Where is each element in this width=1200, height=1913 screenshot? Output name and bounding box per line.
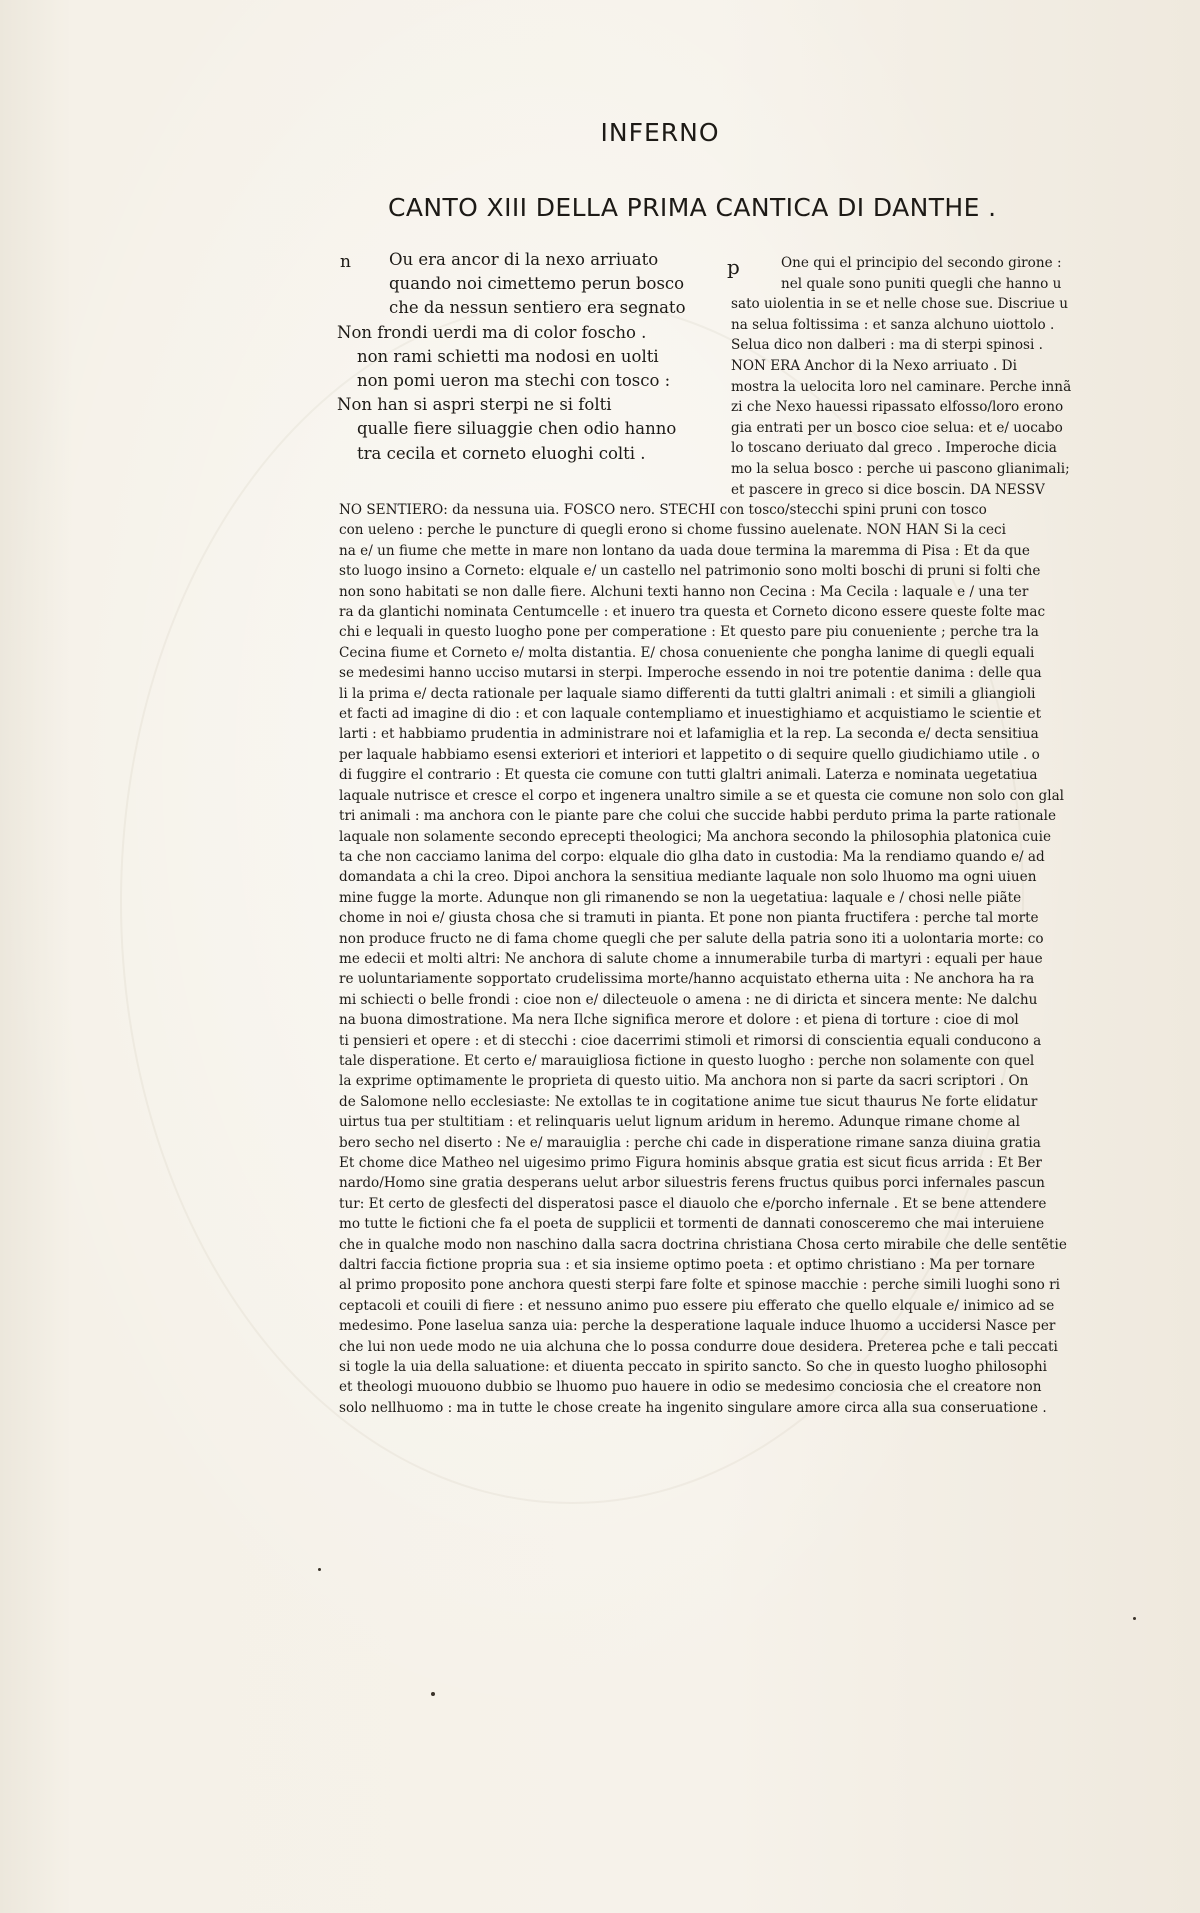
body-line: daltri faccia fictione propria sua : et sia insieme optimo poeta : et optimo christiano : Ma per tornare: [339, 1257, 1035, 1274]
body-line: non produce fructo ne di fama chome quegli che per salute della patria sono iti a uolontaria morte: co: [339, 930, 1044, 947]
verse-line: Ou era ancor di la nexo arriuato: [389, 250, 659, 269]
body-line: sto luogo insino a Corneto: elquale e/ un castello nel patrimonio sono molti boschi di pruni si folti che: [339, 563, 1041, 580]
verse-line: Non frondi uerdi ma di color foscho .: [337, 322, 647, 342]
ink-speck: [431, 1692, 435, 1696]
body-line: chome in noi e/ giusta chosa che si tramuti in pianta. Et pone non pianta fructifera : perche tal morte: [339, 910, 1039, 927]
commentary-initial: p: [727, 255, 740, 279]
body-line: la exprime optimamente le proprieta di questo uitio. Ma anchora non si parte da sacri scriptori . On: [339, 1073, 1029, 1090]
verse-line: non pomi ueron ma stechi con tosco :: [357, 371, 671, 391]
body-line: de Salomone nello ecclesiaste: Ne extollas te in cogitatione anime tue sicut thaurus Ne forte elidatur: [339, 1093, 1038, 1110]
commentary-line: mo la selua bosco : perche ui pascono glianimali;: [731, 460, 1070, 477]
body-line: larti : et habbiamo prudentia in administrare noi et lafamiglia et la rep. La seconda e/ decta sensitiua: [339, 726, 1039, 743]
body-line: domandata a chi la creo. Dipoi anchora la sensitiua mediante laquale non solo lhuomo ma ogni uiuen: [339, 869, 1037, 886]
body-line: NO SENTIERO: da nessuna uia. FOSCO nero. STECHI con tosco/stecchi spini pruni con tosco: [339, 502, 987, 518]
body-line: che in qualche modo non naschino dalla sacra doctrina christiana Chosa certo mirabile che delle sentẽtie: [339, 1236, 1067, 1253]
body-line: chi e lequali in questo luogho pone per comperatione : Et questo pare piu conueniente ; perche tra la: [339, 624, 1039, 641]
body-line: ti pensieri et opere : et di stecchi : cioe dacerrimi stimoli et rimorsi di conscientia equali conducono a: [339, 1032, 1042, 1049]
body-line: nardo/Homo sine gratia desperans uelut arbor siluestris ferens fructus quibus porci infernales pascun: [339, 1175, 1045, 1192]
body-line: me edecii et molti altri: Ne anchora di salute chome a innumerabile turba di martyri : equali per haue: [339, 950, 1043, 967]
body-line: solo nellhuomo : ma in tutte le chose create ha ingenito singulare amore circa alla sua conseruatione .: [339, 1399, 1047, 1416]
body-line: con ueleno : perche le puncture di quegli erono si chome fussino auelenate. NON HAN Si la ceci: [339, 522, 1007, 539]
commentary-line: One qui el principio del secondo girone :: [781, 255, 1062, 271]
body-line: mo tutte le fictioni che fa el poeta de supplicii et tormenti de dannati conosceremo che mai interuiene: [339, 1216, 1045, 1233]
body-line: al primo proposito pone anchora questi sterpi fare folte et spinose macchie : perche simili luoghi sono ri: [339, 1277, 1060, 1294]
body-line: ra da glantichi nominata Centumcelle : et inuero tra questa et Corneto dicono essere queste folte mac: [339, 604, 1046, 621]
body-line: bero secho nel diserto : Ne e/ marauiglia : perche chi cade in disperatione rimane sanza diuina gratia: [339, 1134, 1041, 1151]
canto-title: CANTO XIII DELLA PRIMA CANTICA DI DANTHE .: [388, 193, 997, 222]
verse-line: tra cecila et corneto eluoghi colti .: [357, 443, 646, 463]
body-line: et theologi muouono dubbio se lhuomo puo hauere in odio se medesimo conciosia che el creatore non: [339, 1379, 1042, 1396]
verse-initial: n: [340, 252, 351, 272]
commentary-column: [731, 253, 1091, 500]
body-line: li la prima e/ decta rationale per laquale siamo differenti da tutti glaltri animali : et simili a gliangioli: [339, 685, 1036, 702]
body-line: si togle la uia della saluatione: et diuenta peccato in spirito sancto. So che in questo luogho philosophi: [339, 1359, 1047, 1376]
body-line: per laquale habbiamo esensi exteriori et interiori et lappetito o di sequire quello giudichiamo utile . o: [339, 746, 1040, 763]
body-line: Cecina fiume et Corneto e/ molta distantia. E/ chosa conueniente che pongha lanime di quegli equali: [339, 644, 1035, 661]
body-line: mi schiecti o belle frondi : cioe non e/ dilecteuole o amena : ne di diricta et sincera mente: Ne dalchu: [339, 991, 1038, 1008]
commentary-line: gia entrati per un bosco cioe selua: et e/ uocabo: [731, 419, 1063, 436]
body-line: laquale non solamente secondo eprecepti theologici; Ma anchora secondo la philosophia platonica cuie: [339, 828, 1051, 845]
commentary-body: [339, 500, 1091, 1418]
verse-line: che da nessun sentiero era segnato: [389, 298, 686, 318]
body-line: uirtus tua per stultitiam : et relinquaris uelut lignum aridum in heremo. Adunque rimane chome al: [339, 1114, 1020, 1131]
verse-line: qualle fiere siluaggie chen odio hanno: [357, 419, 677, 439]
body-line: laquale nutrisce et cresce el corpo et ingenera unaltro simile a se et questa cie comune non solo con glal: [339, 787, 1065, 804]
verse-block: [337, 248, 717, 466]
commentary-line: et pascere in greco si dice boscin. DA NESSV: [731, 481, 1045, 498]
verse-line: non rami schietti ma nodosi en uolti: [357, 346, 659, 366]
commentary-line: nel quale sono puniti quegli che hanno u: [781, 275, 1062, 292]
verse-line: quando noi cimettemo perun bosco: [389, 274, 685, 294]
commentary-line: Selua dico non dalberi : ma di sterpi spinosi .: [731, 337, 1044, 354]
body-line: tri animali : ma anchora con le piante pare che colui che succide habbi perduto prima la parte rationale: [339, 808, 1057, 825]
commentary-line: sato uiolentia in se et nelle chose sue. Discriue u: [731, 296, 1069, 313]
body-line: et facti ad imagine di dio : et con laquale contempliamo et inuestighiamo et acquistiamo le scientie et: [339, 706, 1042, 723]
body-line: tale disperatione. Et certo e/ marauigliosa fictione in questo luogho : perche non solamente con quel: [339, 1052, 1035, 1069]
body-line: medesimo. Pone laselua sanza uia: perche la desperatione laquale induce lhuomo a uccidersi Nasce per: [339, 1318, 1056, 1335]
body-line: tur: Et certo de glesfecti del disperatosi pasce el diauolo che e/porcho infernale . Et se bene attendere: [339, 1195, 1047, 1212]
commentary-line: zi che Nexo hauessi ripassato elfosso/loro erono: [731, 399, 1064, 416]
body-line: che lui non uede modo ne uia alchuna che lo possa condurre doue desidera. Preterea pche e tali peccati: [339, 1338, 1058, 1355]
body-line: na e/ un fiume che mette in mare non lontano da uada doue termina la maremma di Pisa : Et da que: [339, 542, 1030, 559]
running-head: INFERNO: [600, 118, 720, 147]
commentary-line: na selua foltissima : et sanza alchuno uiottolo .: [731, 316, 1055, 333]
commentary-line: lo toscano deriuato dal greco . Imperoche dicia: [731, 440, 1057, 457]
body-line: mine fugge la morte. Adunque non gli rimanendo se non la uegetatiua: laquale e / chosi nelle piãte: [339, 889, 1022, 906]
body-line: Et chome dice Matheo nel uigesimo primo Figura hominis absque gratia est sicut ficus arrida : Et Ber: [339, 1155, 1042, 1171]
body-line: non sono habitati se non dalle fiere. Alchuni texti hanno non Cecina : Ma Cecila : laquale e / una ter: [339, 583, 1029, 600]
body-line: ceptacoli et couili di fiere : et nessuno animo puo essere piu efferato che quello elquale e/ inimico ad se: [339, 1297, 1055, 1314]
verse-line: Non han si aspri sterpi ne si folti: [337, 395, 612, 415]
commentary-line: NON ERA Anchor di la Nexo arriuato . Di: [731, 357, 1017, 374]
body-line: ta che non cacciamo lanima del corpo: elquale dio glha dato in custodia: Ma la rendiamo quando e/ ad: [339, 848, 1045, 865]
body-line: se medesimi hanno uccisо mutarsi in sterpi. Imperoche essendo in noi tre potentie danima : delle qua: [339, 665, 1042, 682]
ink-speck: [1133, 1617, 1136, 1620]
body-line: di fuggire el contrario : Et questa cie comune con tutti glaltri animali. Laterza e nominata uegetatiua: [339, 767, 1038, 784]
ink-speck: [318, 1568, 321, 1571]
body-line: na buona dimostratione. Ma nera Ilche significa merore et dolore : et piena di torture : cioe di mol: [339, 1012, 1019, 1029]
body-line: re uoluntariamente sopportato crudelissima morte/hanno acquistato etherna uita : Ne anchora ha ra: [339, 971, 1035, 988]
commentary-line: mostra la uelocita loro nel caminare. Perche innã: [731, 378, 1072, 395]
